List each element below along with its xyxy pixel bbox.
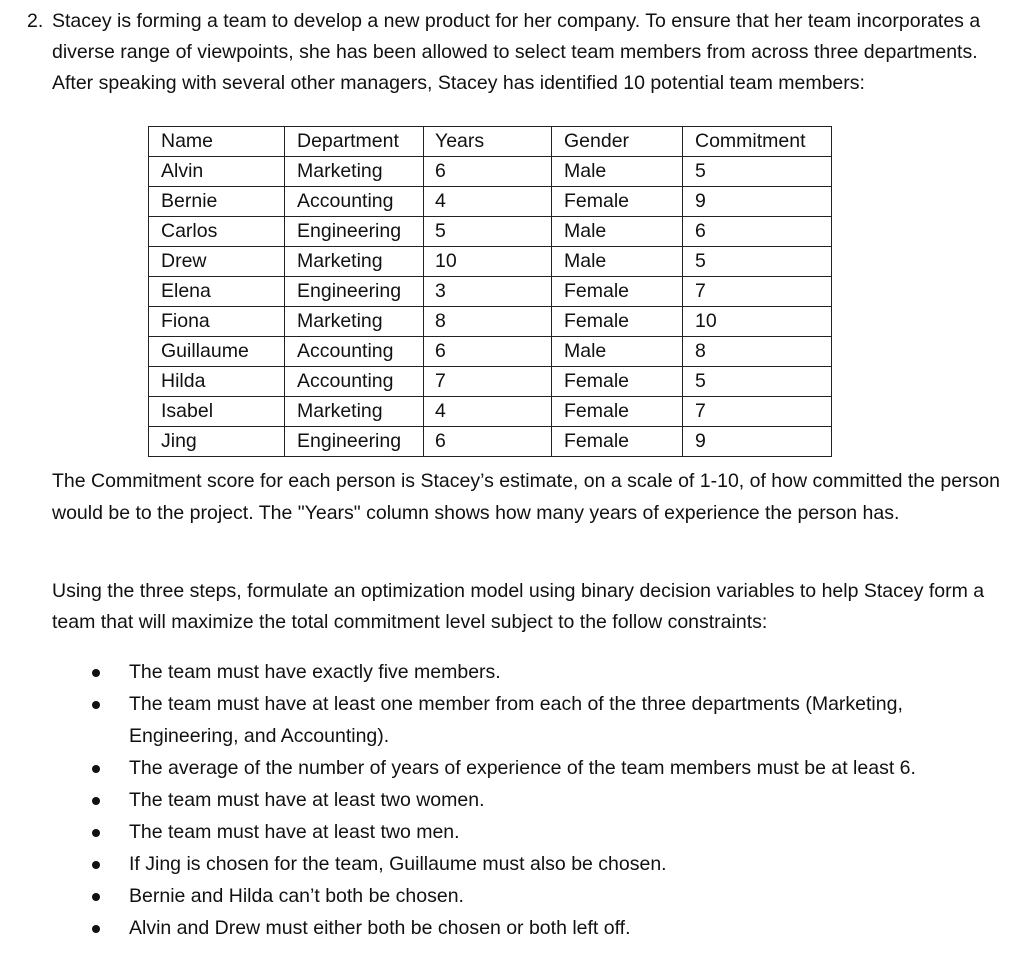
cell-commitment: 6 bbox=[683, 217, 832, 247]
header-name: Name bbox=[149, 127, 285, 157]
cell-name: Elena bbox=[149, 277, 285, 307]
cell-name: Bernie bbox=[149, 187, 285, 217]
cell-commitment: 5 bbox=[683, 367, 832, 397]
table-row bbox=[149, 157, 832, 187]
cell-gender: Female bbox=[552, 367, 683, 397]
cell-years: 5 bbox=[424, 217, 552, 247]
bullet-icon bbox=[92, 829, 100, 837]
cell-department: Engineering bbox=[285, 277, 424, 307]
table-row bbox=[149, 427, 832, 457]
cell-department: Engineering bbox=[285, 217, 424, 247]
cell-gender: Female bbox=[552, 187, 683, 217]
cell-department: Accounting bbox=[285, 337, 424, 367]
cell-commitment: 10 bbox=[683, 307, 832, 337]
question-number: 2. bbox=[27, 10, 44, 32]
commitment-note: The Commitment score for each person is Stacey’s estimate, on a scale of 1-10, of how committed the person would be to the project. The "Years" column shows how many years of experience the person has. bbox=[52, 470, 1000, 524]
cell-years: 6 bbox=[424, 427, 552, 457]
cell-years: 10 bbox=[424, 247, 552, 277]
bullet-icon bbox=[92, 925, 100, 933]
constraint-text: The team must have at least two men. bbox=[129, 821, 460, 843]
cell-department: Marketing bbox=[285, 307, 424, 337]
cell-years: 4 bbox=[424, 397, 552, 427]
cell-years: 4 bbox=[424, 187, 552, 217]
header-years: Years bbox=[424, 127, 552, 157]
cell-commitment: 5 bbox=[683, 157, 832, 187]
cell-years: 7 bbox=[424, 367, 552, 397]
cell-name: Drew bbox=[149, 247, 285, 277]
list-item bbox=[0, 912, 1009, 944]
constraint-text: The team must have at least two women. bbox=[129, 789, 485, 811]
constraint-text: The team must have at least one member from each of the three departments (Marketing, Engineering, and Accounting). bbox=[129, 693, 903, 747]
list-item bbox=[0, 816, 1009, 848]
constraint-text: If Jing is chosen for the team, Guillaume must also be chosen. bbox=[129, 853, 667, 875]
cell-years: 6 bbox=[424, 337, 552, 367]
header-department: Department bbox=[285, 127, 424, 157]
cell-name: Isabel bbox=[149, 397, 285, 427]
cell-commitment: 7 bbox=[683, 397, 832, 427]
cell-name: Guillaume bbox=[149, 337, 285, 367]
list-item bbox=[0, 880, 1009, 912]
cell-department: Marketing bbox=[285, 247, 424, 277]
cell-name: Fiona bbox=[149, 307, 285, 337]
header-gender: Gender bbox=[552, 127, 683, 157]
constraints-list bbox=[0, 656, 1024, 944]
cell-name: Alvin bbox=[149, 157, 285, 187]
constraint-text: The team must have exactly five members. bbox=[129, 661, 501, 683]
table-row bbox=[149, 217, 832, 247]
table-row bbox=[149, 307, 832, 337]
cell-commitment: 5 bbox=[683, 247, 832, 277]
list-item bbox=[0, 752, 1009, 784]
cell-years: 8 bbox=[424, 307, 552, 337]
cell-gender: Male bbox=[552, 217, 683, 247]
cell-gender: Female bbox=[552, 397, 683, 427]
bullet-icon bbox=[92, 669, 100, 677]
constraint-text: Bernie and Hilda can’t both be chosen. bbox=[129, 885, 464, 907]
table-row bbox=[149, 187, 832, 217]
cell-gender: Female bbox=[552, 427, 683, 457]
cell-gender: Female bbox=[552, 307, 683, 337]
cell-department: Marketing bbox=[285, 397, 424, 427]
cell-gender: Male bbox=[552, 247, 683, 277]
instructions-paragraph: Using the three steps, formulate an optimization model using binary decision variables to help Stacey form a team that will maximize the total commitment level subject to the follow constraints: bbox=[52, 580, 985, 633]
list-item bbox=[0, 784, 1009, 816]
cell-department: Accounting bbox=[285, 367, 424, 397]
constraint-text: Alvin and Drew must either both be chosen or both left off. bbox=[129, 917, 631, 939]
table-row bbox=[149, 397, 832, 427]
bullet-icon bbox=[92, 893, 100, 901]
cell-commitment: 9 bbox=[683, 427, 832, 457]
cell-gender: Female bbox=[552, 277, 683, 307]
table-header-row bbox=[149, 127, 832, 157]
cell-years: 3 bbox=[424, 277, 552, 307]
cell-commitment: 7 bbox=[683, 277, 832, 307]
cell-name: Carlos bbox=[149, 217, 285, 247]
constraint-text: The average of the number of years of experience of the team members must be at least 6. bbox=[129, 757, 916, 779]
team-members-table bbox=[148, 126, 832, 457]
cell-years: 6 bbox=[424, 157, 552, 187]
cell-department: Marketing bbox=[285, 157, 424, 187]
cell-commitment: 8 bbox=[683, 337, 832, 367]
cell-gender: Male bbox=[552, 157, 683, 187]
bullet-icon bbox=[92, 797, 100, 805]
list-item bbox=[0, 848, 1009, 880]
table-row bbox=[149, 367, 832, 397]
cell-name: Jing bbox=[149, 427, 285, 457]
table-row bbox=[149, 247, 832, 277]
question-intro: Stacey is forming a team to develop a new product for her company. To ensure that her team incorporates a diverse range of viewpoints, she has been allowed to select team members from across three departments. After speaking with several other managers, Stacey has identified 10 potential team members: bbox=[52, 10, 981, 94]
cell-name: Hilda bbox=[149, 367, 285, 397]
table-row bbox=[149, 337, 832, 367]
bullet-icon bbox=[92, 861, 100, 869]
cell-department: Accounting bbox=[285, 187, 424, 217]
cell-commitment: 9 bbox=[683, 187, 832, 217]
bullet-icon bbox=[92, 765, 100, 773]
bullet-icon bbox=[92, 701, 100, 709]
table-row bbox=[149, 277, 832, 307]
cell-gender: Male bbox=[552, 337, 683, 367]
header-commitment: Commitment bbox=[683, 127, 832, 157]
cell-department: Engineering bbox=[285, 427, 424, 457]
list-item bbox=[0, 688, 1009, 752]
list-item bbox=[0, 656, 1009, 688]
